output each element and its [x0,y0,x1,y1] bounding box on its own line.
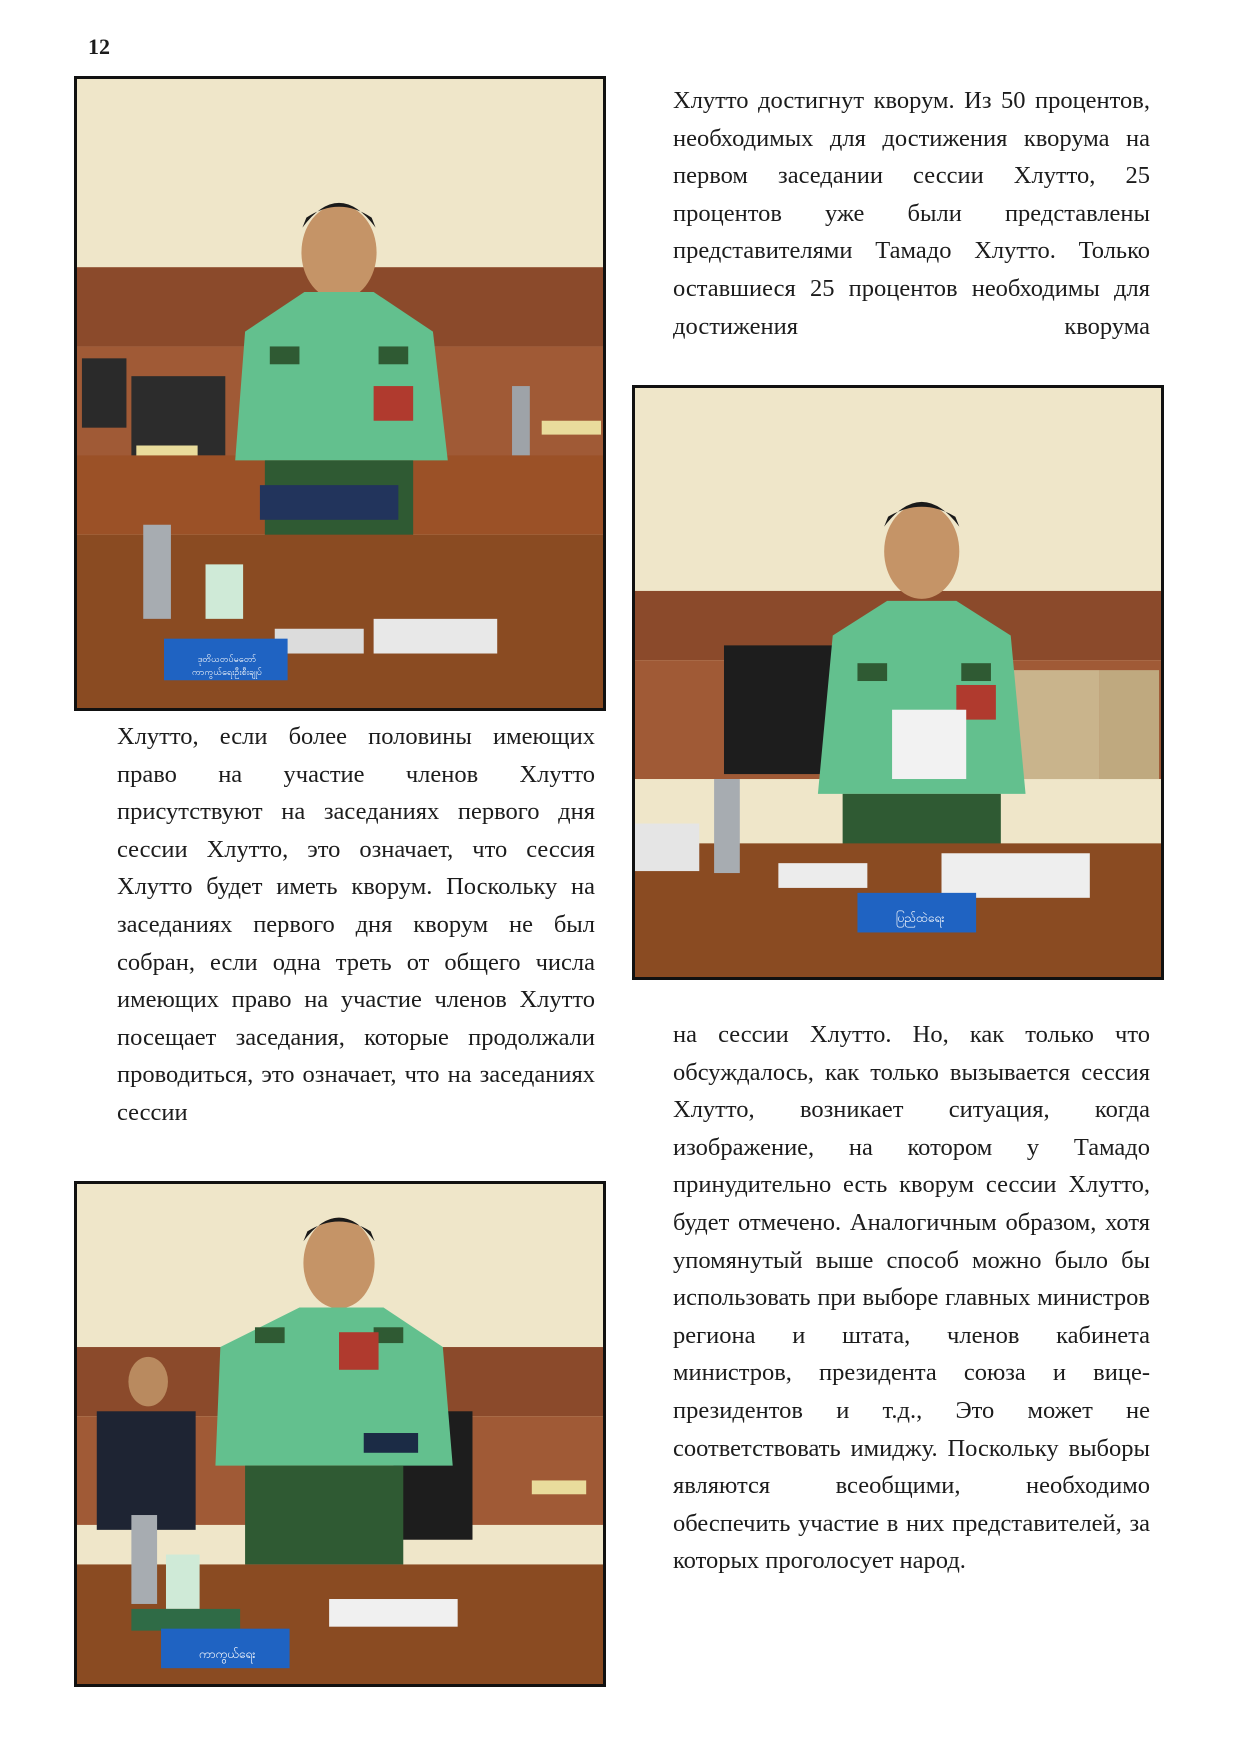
photo-officer-reading-right [632,385,1164,980]
nameplate-top-left: ဒုတိယတပ်မတော်ကာကွယ်ရေးဦးစီးချုပ် [192,655,262,678]
photo-officer-reading-top [74,76,606,711]
page-number: 12 [88,34,110,59]
nameplate-right: ပြည်ထဲရေး [895,911,945,925]
nameplate-bottom-left: ကာကွယ်ရေး [198,1647,256,1661]
article-text-right-top: Хлутто достигнут кворум. Из 50 процентов, необходимых для достижения кворума на первом заседании сессии Хлутто, 25 процентов уже были представлены представителями Тамадо Хлутто. Только оставшиеся 25 процентов необходимы для достижения кворума [673,87,1150,340]
photo-officer-reading-bottom [74,1181,606,1687]
article-text-left-middle: Хлутто, если более половины имеющих право на участие членов Хлутто присутствуют на заседаниях первого дня сессии Хлутто, это означает, что сессия Хлутто будет иметь кворум. Поскольку на заседаниях первого дня кворум не был собран, если одна треть от общего числа имеющих право на участие членов Хлутто посещает заседания, которые продолжали проводиться, это означает, что на заседаниях сессии [117,723,595,1126]
article-text-right-bottom: на сессии Хлутто. Но, как только что обсуждалось, как только вызывается сессия Хлутто, возникает ситуация, когда изображение, на котором у Тамадо принудительно есть кворум сессии Хлутто, будет отмечено. Аналогичным образом, хотя упомянутый выше способ можно было бы использовать при выборе главных министров региона и штата, членов кабинета министров, президента союза и вице-президентов и т.д., Это может не соответствовать имиджу. Поскольку выборы являются всеобщими, необходимо обеспечить участие в них представителей, за которых проголосует народ. [673,1021,1150,1575]
